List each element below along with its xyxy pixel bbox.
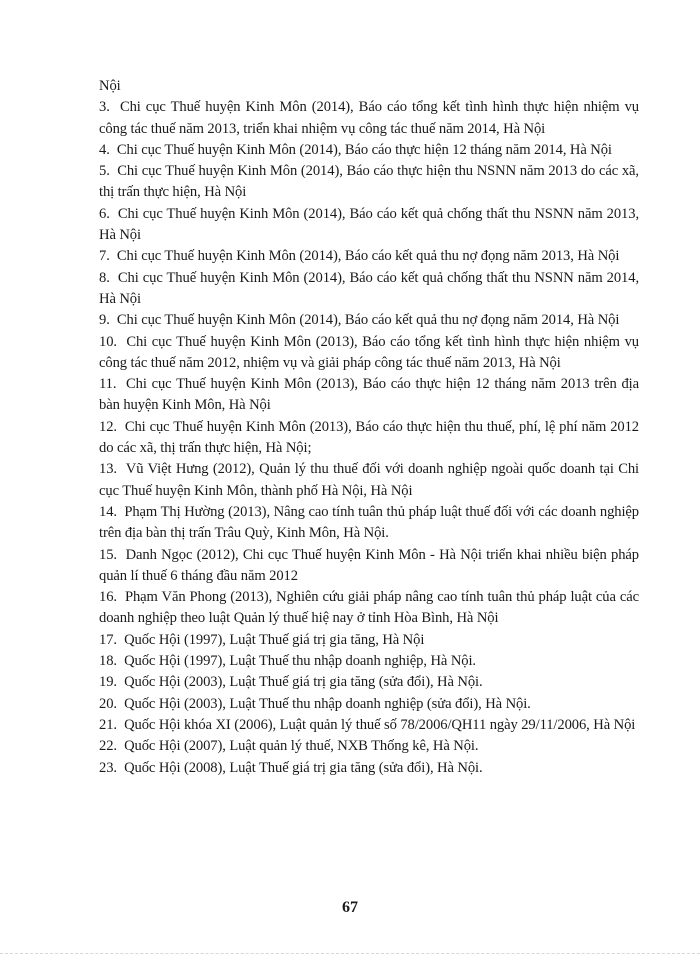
reference-number: 9.: [99, 312, 110, 329]
reference-text: Chi cục Thuế huyện Kinh Môn (2014), Báo cáo thực hiện 12 tháng năm 2014, Hà Nội: [116, 141, 612, 158]
reference-item: [99, 587, 639, 630]
reference-item: [99, 268, 639, 311]
reference-number: 18.: [99, 653, 117, 670]
reference-text: Chi cục Thuế huyện Kinh Môn (2014), Báo cáo thực hiện thu NSNN năm 2013 do các xã, thị trấn thực hiện, Hà Nội: [99, 163, 639, 201]
reference-number: 6.: [99, 205, 110, 222]
reference-text: Chi cục Thuế huyện Kinh Môn (2013), Báo cáo thực hiện 12 tháng năm 2013 trên địa bàn huyện Kinh Môn, Hà Nội: [99, 376, 639, 414]
reference-continuation: Nội: [99, 78, 121, 94]
reference-number: 17.: [99, 631, 117, 648]
reference-text: Chi cục Thuế huyện Kinh Môn (2013), Báo cáo thực hiện thu thuế, phí, lệ phí năm 2012 do các xã, thị trấn thực hiện, Hà Nội;: [99, 418, 639, 457]
page-number: 67: [342, 899, 358, 916]
reference-text: Phạm Văn Phong (2013), Nghiên cứu giải pháp nâng cao tính tuân thủ pháp luật của các doanh nghiệp theo luật Quản lý thuế hiệ nay ở tỉnh Hòa Bình, Hà Nội: [99, 589, 639, 627]
reference-item: [99, 97, 639, 140]
reference-text: Quốc Hội (2007), Luật quản lý thuế, NXB Thống kê, Hà Nội.: [124, 738, 479, 755]
reference-number: 12.: [99, 418, 117, 435]
reference-text: Quốc Hội (2003), Luật Thuế giá trị gia tăng (sửa đổi), Hà Nội.: [124, 674, 483, 691]
reference-number: 3.: [99, 99, 110, 116]
reference-item: [99, 630, 639, 651]
reference-item: [99, 758, 639, 779]
page-bottom-divider: [0, 953, 700, 954]
reference-items: [99, 97, 639, 779]
reference-item: [99, 374, 639, 417]
reference-number: 4.: [99, 141, 110, 158]
reference-text: Danh Ngọc (2012), Chi cục Thuế huyện Kinh Môn - Hà Nội triển khai nhiều biện pháp quản lí thuế 6 tháng đầu năm 2012: [99, 546, 639, 584]
reference-item: [99, 502, 639, 545]
reference-number: 16.: [99, 589, 117, 606]
reference-number: 15.: [99, 546, 117, 563]
reference-item: [99, 204, 639, 247]
reference-item: [99, 140, 639, 161]
reference-text: Phạm Thị Hường (2013), Nâng cao tính tuân thủ pháp luật thuế đối với các doanh nghiệp trên địa bàn thị trấn Trâu Quỳ, Kinh Môn, Hà Nội.: [99, 503, 639, 542]
reference-text: Quốc Hội khóa XI (2006), Luật quản lý thuế số 78/2006/QH11 ngày 29/11/2006, Hà Nội: [124, 716, 636, 733]
reference-text: Chi cục Thuế huyện Kinh Môn (2014), Báo cáo kết quả chống thất thu NSNN năm 2014, Hà Nội: [99, 269, 639, 307]
reference-item: [99, 715, 639, 736]
reference-item: [99, 545, 639, 588]
reference-text: Chi cục Thuế huyện Kinh Môn (2014), Báo cáo tổng kết tình hình thực hiện nhiệm vụ công tác thuế năm 2013, triển khai nhiệm vụ công tác thuế năm 2014, Hà Nội: [99, 99, 639, 137]
reference-number: 21.: [99, 716, 117, 733]
reference-item: [99, 310, 639, 331]
reference-item: [99, 417, 639, 460]
reference-text: Quốc Hội (2003), Luật Thuế thu nhập doanh nghiệp (sửa đổi), Hà Nội.: [124, 695, 531, 712]
reference-number: 14.: [99, 503, 117, 520]
reference-number: 19.: [99, 674, 117, 691]
reference-number: 8.: [99, 269, 110, 286]
reference-item: [99, 651, 639, 672]
reference-number: 22.: [99, 738, 117, 755]
reference-item: [99, 459, 639, 502]
reference-text: Quốc Hội (2008), Luật Thuế giá trị gia tăng (sửa đổi), Hà Nội.: [124, 759, 483, 776]
reference-text: Quốc Hội (1997), Luật Thuế giá trị gia tăng, Hà Nội: [124, 631, 425, 648]
reference-text: Chi cục Thuế huyện Kinh Môn (2014), Báo cáo kết quả thu nợ đọng năm 2014, Hà Nội: [116, 312, 620, 329]
reference-item: [99, 161, 639, 204]
reference-text: Chi cục Thuế huyện Kinh Môn (2014), Báo cáo kết quả chống thất thu NSNN năm 2013, Hà Nội: [99, 205, 639, 244]
reference-number: 7.: [99, 248, 110, 265]
reference-text: Chi cục Thuế huyện Kinh Môn (2014), Báo cáo kết quả thu nợ đọng năm 2013, Hà Nội: [116, 248, 620, 265]
reference-text: Vũ Việt Hưng (2012), Quản lý thu thuế đối với doanh nghiệp ngoài quốc doanh tại Chi cục Thuế huyện Kinh Môn, thành phố Hà Nội, Hà Nội: [99, 461, 639, 499]
reference-item: [99, 672, 639, 693]
reference-text: Chi cục Thuế huyện Kinh Môn (2013), Báo cáo tổng kết tình hình thực hiện nhiệm vụ công tác thuế năm 2012, nhiệm vụ và giải pháp công tác thuế năm 2013, Hà Nội: [99, 333, 639, 371]
reference-item: [99, 246, 639, 267]
reference-item: [99, 694, 639, 715]
reference-item: [99, 332, 639, 375]
reference-item: [99, 736, 639, 757]
reference-text: Quốc Hội (1997), Luật Thuế thu nhập doanh nghiệp, Hà Nội.: [124, 653, 476, 670]
reference-number: 23.: [99, 759, 117, 776]
reference-list: [99, 76, 639, 779]
reference-number: 5.: [99, 163, 110, 180]
reference-number: 10.: [99, 333, 117, 350]
reference-number: 20.: [99, 695, 117, 712]
reference-number: 11.: [99, 376, 117, 393]
reference-number: 13.: [99, 461, 117, 478]
